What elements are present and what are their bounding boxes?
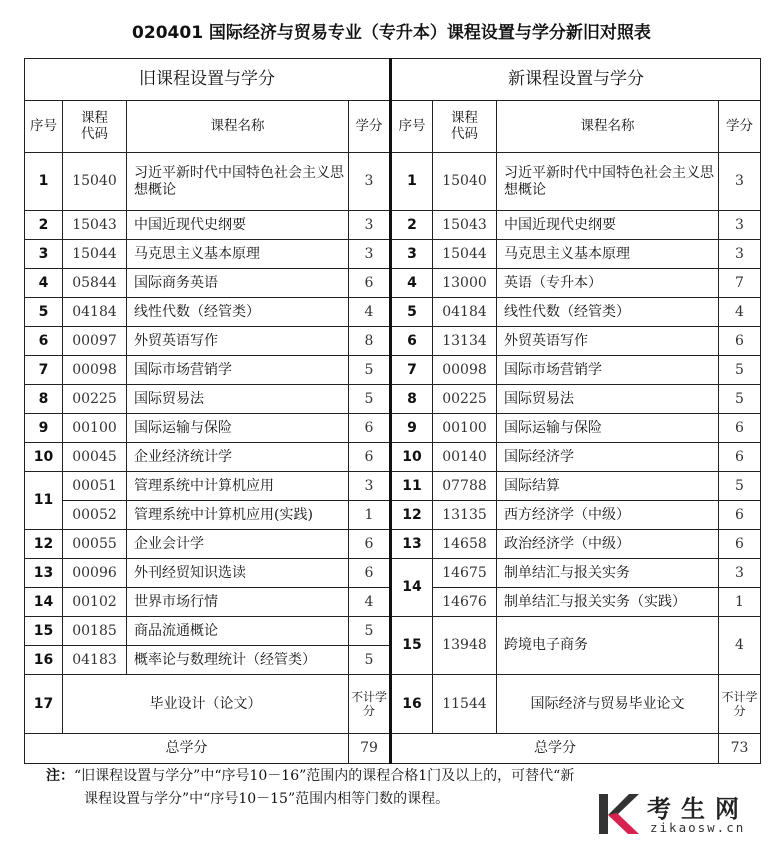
old-seq-cell: 10 [25,443,63,472]
old-credit-cell: 8 [349,327,391,356]
new-credit-cell: 3 [719,211,761,240]
table-row [25,472,761,501]
old-total-label: 总学分 [25,734,349,764]
table-row [25,356,761,385]
new-seq-cell: 11 [391,472,433,501]
new-credit-cell: 6 [719,327,761,356]
old-credit-cell: 3 [349,211,391,240]
new-name-cell: 国际经济与贸易毕业论文 [497,675,719,734]
new-seq-cell: 9 [391,414,433,443]
table-row [25,153,761,211]
old-name-cell: 国际贸易法 [127,385,349,414]
old-name-cell: 马克思主义基本原理 [127,240,349,269]
header-text: 课程代码 [451,109,478,142]
table-row [25,59,761,101]
old-name-cell: 习近平新时代中国特色社会主义思想概论 [127,153,349,211]
old-credit-cell: 6 [349,559,391,588]
old-code-cell: 00185 [63,617,127,646]
new-code-cell: 00098 [433,356,497,385]
new-name-cell: 国际运输与保险 [497,414,719,443]
new-code-cell: 00225 [433,385,497,414]
old-name-cell: 企业经济统计学 [127,443,349,472]
new-seq-cell: 12 [391,501,433,530]
new-credit-cell: 5 [719,472,761,501]
new-name-cell: 习近平新时代中国特色社会主义思想概论 [497,153,719,211]
new-credit-cell: 3 [719,559,761,588]
old-seq-cell: 12 [25,530,63,559]
new-code-cell: 14675 [433,559,497,588]
old-code-cell: 00052 [63,501,127,530]
old-name-cell: 线性代数（经管类） [127,298,349,327]
table-row [25,298,761,327]
old-seq-cell: 4 [25,269,63,298]
new-seq-cell: 14 [391,559,433,617]
old-credit-cell: 5 [349,385,391,414]
table-row [25,675,761,734]
header-text: 学分 [355,117,383,134]
new-name-cell: 英语（专升本） [497,269,719,298]
new-credit-cell: 6 [719,443,761,472]
old-seq-cell: 8 [25,385,63,414]
new-code-cell: 14658 [433,530,497,559]
old-code-cell: 00100 [63,414,127,443]
old-name-cell: 商品流通概论 [127,617,349,646]
new-code-cell: 13948 [433,617,497,675]
old-seq-cell: 3 [25,240,63,269]
table-row [25,617,761,646]
new-total-label: 总学分 [391,734,719,764]
old-seq-cell: 7 [25,356,63,385]
table-row [25,501,761,530]
old-credit-header [349,101,391,153]
new-credit-cell: 不计学分 [719,675,761,734]
header-text: 序号 [398,117,426,134]
new-seq-cell: 5 [391,298,433,327]
header-text: 课程代码 [81,109,108,142]
new-code-cell: 13000 [433,269,497,298]
new-name-cell: 制单结汇与报关实务（实践） [497,588,719,617]
new-code-cell: 00100 [433,414,497,443]
old-code-cell: 05844 [63,269,127,298]
new-name-cell: 跨境电子商务 [497,617,719,675]
new-total-value: 73 [719,734,761,764]
new-section-header: 新课程设置与学分 [391,59,761,101]
k-logo-icon [595,791,641,837]
old-credit-cell: 1 [349,501,391,530]
old-code-cell: 00225 [63,385,127,414]
table-row [25,530,761,559]
new-code-cell: 14676 [433,588,497,617]
old-name-cell: 中国近现代史纲要 [127,211,349,240]
old-name-header: 课程名称 [127,101,349,153]
old-credit-cell: 3 [349,472,391,501]
new-code-cell: 11544 [433,675,497,734]
new-seq-cell: 3 [391,240,433,269]
old-code-header [63,101,127,153]
old-code-cell: 00055 [63,530,127,559]
new-name-cell: 国际贸易法 [497,385,719,414]
new-name-cell: 制单结汇与报关实务 [497,559,719,588]
new-name-cell: 国际经济学 [497,443,719,472]
old-name-cell: 外贸英语写作 [127,327,349,356]
old-code-cell: 04184 [63,298,127,327]
new-credit-cell: 5 [719,385,761,414]
new-seq-cell: 10 [391,443,433,472]
old-credit-cell: 5 [349,646,391,675]
old-seq-cell: 5 [25,298,63,327]
old-code-cell: 00097 [63,327,127,356]
new-seq-cell: 13 [391,530,433,559]
old-seq-cell: 6 [25,327,63,356]
table-row [25,327,761,356]
old-credit-cell: 6 [349,443,391,472]
old-seq-cell: 13 [25,559,63,588]
old-name-cell: 企业会计学 [127,530,349,559]
new-credit-cell: 3 [719,153,761,211]
new-seq-cell: 4 [391,269,433,298]
new-credit-cell: 6 [719,530,761,559]
old-code-cell: 00098 [63,356,127,385]
new-seq-cell: 1 [391,153,433,211]
new-seq-cell: 8 [391,385,433,414]
old-name-cell: 国际运输与保险 [127,414,349,443]
new-code-cell: 15043 [433,211,497,240]
table-row [25,734,761,764]
header-text: 学分 [726,117,753,134]
old-code-cell: 00045 [63,443,127,472]
old-seq-header [25,101,63,153]
new-name-cell: 西方经济学（中级） [497,501,719,530]
old-credit-cell: 6 [349,269,391,298]
old-code-cell: 15040 [63,153,127,211]
new-name-cell: 马克思主义基本原理 [497,240,719,269]
old-seq-cell: 15 [25,617,63,646]
new-credit-cell: 7 [719,269,761,298]
header-text: 序号 [30,117,57,134]
old-credit-cell: 6 [349,414,391,443]
new-code-cell: 15044 [433,240,497,269]
new-name-header: 课程名称 [497,101,719,153]
old-name-cell: 国际商务英语 [127,269,349,298]
old-seq-cell: 9 [25,414,63,443]
new-name-cell: 中国近现代史纲要 [497,211,719,240]
table-row [25,559,761,588]
old-credit-cell: 5 [349,356,391,385]
new-seq-cell: 15 [391,617,433,675]
new-seq-cell: 2 [391,211,433,240]
table-row [25,269,761,298]
table-row [25,443,761,472]
page-title: 020401 国际经济与贸易专业（专升本）课程设置与学分新旧对照表 [132,23,651,43]
new-code-cell: 15040 [433,153,497,211]
new-code-cell: 04184 [433,298,497,327]
watermark-brand: 考生网 [647,795,749,823]
new-code-cell: 13134 [433,327,497,356]
table-row [25,414,761,443]
old-credit-cell: 4 [349,298,391,327]
old-name-cell: 毕业设计（论文） [63,675,349,734]
old-seq-cell: 2 [25,211,63,240]
comparison-table [24,58,761,764]
old-seq-cell: 16 [25,646,63,675]
new-name-cell: 线性代数（经管类） [497,298,719,327]
new-credit-cell: 5 [719,356,761,385]
new-credit-cell: 6 [719,501,761,530]
old-name-cell: 管理系统中计算机应用 [127,472,349,501]
new-seq-cell: 6 [391,327,433,356]
old-code-cell: 15043 [63,211,127,240]
new-credit-cell: 4 [719,298,761,327]
table-row [25,385,761,414]
table-row [25,240,761,269]
new-credit-cell: 1 [719,588,761,617]
old-seq-cell: 17 [25,675,63,734]
note-line-1: “旧课程设置与学分”中“序号10－16”范围内的课程合格1门及以上的，可替代“新 [74,768,575,784]
old-credit-cell: 不计学分 [349,675,391,734]
new-code-header [433,101,497,153]
new-seq-cell: 16 [391,675,433,734]
note-label: 注： [46,768,74,784]
old-total-value: 79 [349,734,391,764]
old-name-cell: 管理系统中计算机应用(实践) [127,501,349,530]
new-code-cell: 07788 [433,472,497,501]
old-code-cell: 00051 [63,472,127,501]
old-code-cell: 15044 [63,240,127,269]
old-code-cell: 04183 [63,646,127,675]
old-credit-cell: 6 [349,530,391,559]
old-seq-cell: 1 [25,153,63,211]
table-row [25,211,761,240]
old-credit-cell: 3 [349,153,391,211]
new-name-cell: 外贸英语写作 [497,327,719,356]
old-credit-cell: 4 [349,588,391,617]
new-code-cell: 00140 [433,443,497,472]
new-credit-cell: 4 [719,617,761,675]
new-seq-header [391,101,433,153]
new-name-cell: 政治经济学（中级） [497,530,719,559]
old-name-cell: 外刊经贸知识选读 [127,559,349,588]
old-code-cell: 00102 [63,588,127,617]
old-credit-cell: 3 [349,240,391,269]
watermark-domain: zikaosw.cn [650,820,746,835]
old-code-cell: 00096 [63,559,127,588]
new-seq-cell: 7 [391,356,433,385]
watermark-logo [595,791,775,843]
new-credit-cell: 3 [719,240,761,269]
old-seq-cell: 14 [25,588,63,617]
old-section-header: 旧课程设置与学分 [25,59,391,101]
new-credit-cell: 6 [719,414,761,443]
note-line-2: 课程设置与学分”中“序号10－15”范围内相等门数的课程。 [84,791,450,807]
old-credit-cell: 5 [349,617,391,646]
table-row [25,101,761,153]
new-name-cell: 国际市场营销学 [497,356,719,385]
old-name-cell: 概率论与数理统计（经管类） [127,646,349,675]
new-name-cell: 国际结算 [497,472,719,501]
old-name-cell: 国际市场营销学 [127,356,349,385]
old-seq-cell: 11 [25,472,63,530]
old-name-cell: 世界市场行情 [127,588,349,617]
new-credit-header [719,101,761,153]
new-code-cell: 13135 [433,501,497,530]
